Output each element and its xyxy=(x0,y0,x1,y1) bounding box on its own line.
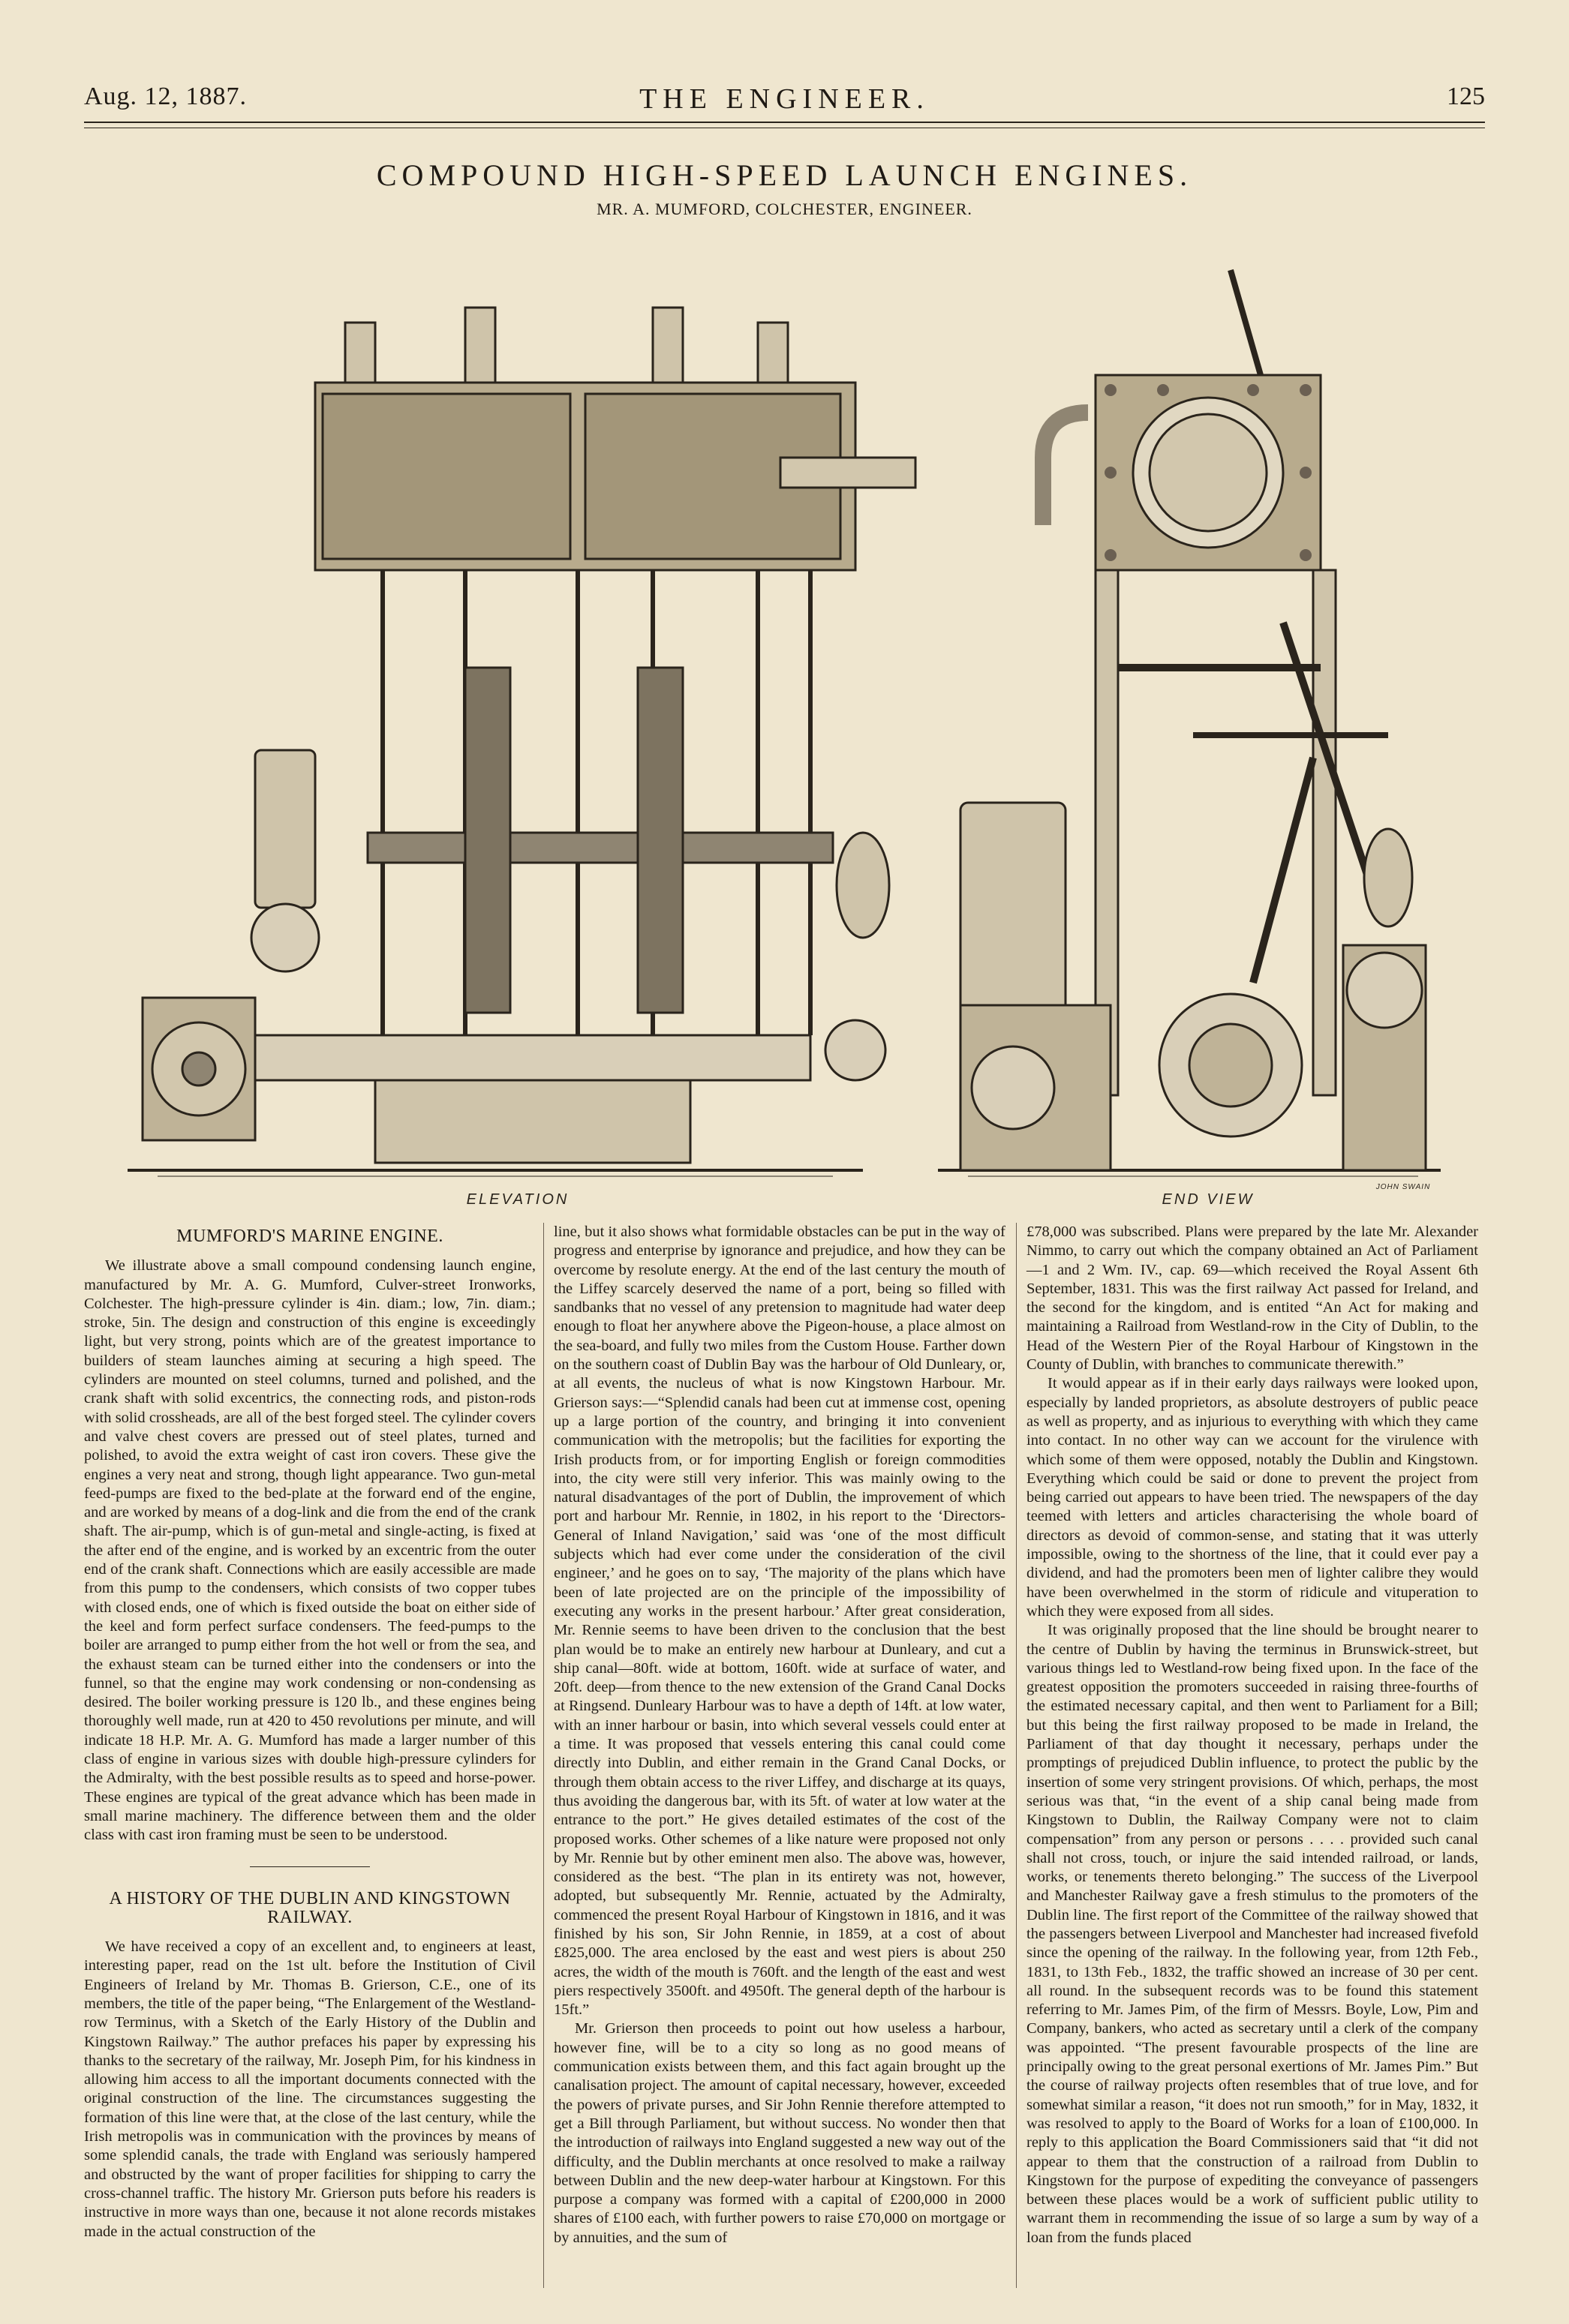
issue-date: Aug. 12, 1887. xyxy=(84,83,248,110)
paragraph: It was originally proposed that the line should be brought nearer to the centre of Dublin by having the terminus in Brunswick-street, but various things led to Westland-row being fixed upon. In the face of the greatest opposition the promoters succeeded in raising three-fourths of the estimated necessary capital, and then went to Parliament for a Bill; but this being the first railway proposed to be made in Ireland, the Parliament of that day thought it necessary, perhaps under the promptings of prejudiced Dublin influence, to protect the public by the insertion of some very stringent provisions. Of which, perhaps, the most serious was that, “in the event of a ship canal being made from Kingstown to Dublin, the Railway Company were not to claim compensation” from any person or persons . . . . provided such canal shall not cross, touch, or injure the said intended railroad, or lands, works, or tenements thereto belonging.” The success of the Liverpool and Manchester Railway gave a fresh stimulus to the promoters of the Dublin line. The first report of the Committee of the railway showed that the passengers between Liverpool and Manchester had increased fivefold since the opening of the railway. In the following year, from 12th Feb., 1831, to 13th Feb., 1832, the traffic showed an increase of 30 per cent. all round. In the subsequent records was to be found this statement referring to Mr. James Pim, of the firm of Messrs. Boyle, Low, Pim and Company, bankers, who acted as secretary until a clerk of the company was appointed. “The present favourable prospects of the line are principally owing to the great personal exertions of Mr. James Pim.” But the course of railway projects often resembles that of true love, and for somewhat similar a reason, “it does not run smooth,” for in May, 1832, it was resolved to apply to the Board of Works for a loan of £100,000. In reply to this application the Board Commissioners said that “it did not appear to them that the construction of a railroad from Dublin to Kingstown for the purpose of expediting the conveyance of passengers between these places would be a work of sufficient public utility to warrant them in recommending the issue of so large a sum by way of a loan from the funds placed xyxy=(1026,1622,1478,2246)
column-3 xyxy=(1026,1223,1478,2247)
section-divider xyxy=(250,1866,370,1867)
column-1 xyxy=(84,1223,536,2241)
article-title: COMPOUND HIGH-SPEED LAUNCH ENGINES. xyxy=(376,158,1193,192)
paragraph: Mr. Grierson then proceeds to point out how useless a harbour, however fine, will be to a city so long as no good means of communication exists between them, and this fact again brought up the canalisation project. The amount of capital necessary, however, exceeded the powers of private purses, and Sir John Rennie therefore attempted to get a Bill through Parliament, but without success. No wonder then that the introduction of railways into England suggested a new way out of the difficulty, and the Dublin merchants at once resolved to make a railway between Dublin and the new deep-water harbour at Kingstown. For this purpose a company was formed with a capital of £200,000 in 2000 shares of £100 each, with further powers to raise £70,000 on mortgage or by annuities, and the sum of xyxy=(554,2020,1005,2246)
engraver-signature: JOHN SWAIN xyxy=(1375,1183,1431,1191)
end-view-caption: END VIEW xyxy=(1162,1191,1255,1208)
elevation-drawing xyxy=(128,308,915,1176)
article-subtitle: MR. A. MUMFORD, COLCHESTER, ENGINEER. xyxy=(597,200,972,218)
column-2 xyxy=(554,1223,1005,2247)
paragraph: We illustrate above a small compound condensing launch engine, manufactured by Mr. A. G. Mumford, Culver-street Ironworks, Colchester. The high-pressure cylinder is 4in. diam.; low, 7in. diam.; stroke, 5in. The design and construction of this engine is exceedingly light, but very strong, points which are of the greatest importance to builders of steam launches aiming at securing a high speed. The cylinders are mounted on steel columns, turned and polished, and the crank shaft with solid excentrics, the connecting rods, and piston-rods with solid crossheads, are all of the best forged steel. The cylinder covers and valve chest covers are pressed out of steel plates, turned and polished, to avoid the extra weight of cast iron covers. These give the engines a very neat and strong, though light appearance. Two gun-metal feed-pumps are fixed to the bed-plate at the forward end of the engine, and are worked by means of a dog-link and die from the end of the crank shaft. The air-pump, which is of gun-metal and single-acting, is fixed at the after end of the engine, and is worked by an excentric from the outer end of the crank shaft. Connections which are easily accessible are made from this pump to the condensers, which consists of two copper tubes with closed ends, one of which is fixed outside the boat on either side of the keel and form perfect surface condensers. The feed-pumps to the boiler are arranged to pump either from the hot well or from the sea, and the exhaust steam can be turned either into the condensers or into the funnel, so that the engine may work condensing or non-condensing as desired. The boiler working pressure is 120 lb., and these engines being thoroughly well made, run at 420 to 450 revolutions per minute, and will indicate 18 H.P. Mr. A. G. Mumford has made a larger number of this class of engine in various sizes with double high-pressure cylinders for the Admiralty, with the best possible results as to speed and horse-power. These engines are typical of the great advance which has been made in small marine machinery. The difference between them and the older class with cast iron framing must be seen to be understood. xyxy=(84,1257,536,1844)
section-heading: A HISTORY OF THE DUBLIN AND KINGSTOWN RAILWAY. xyxy=(109,1888,511,1927)
running-header xyxy=(84,83,1485,128)
elevation-caption: ELEVATION xyxy=(466,1191,570,1208)
header-rule xyxy=(84,122,1485,123)
paragraph: We have received a copy of an excellent and, to engineers at least, interesting paper, read on the 1st ult. before the Institution of Civil Engineers of Ireland by Mr. Thomas B. Grierson, C.E., one of its members, the title of the paper being, “The Enlargement of the Westland-row Terminus, with a Sketch of the Early History of the Dublin and Kingstown Railway.” The author prefaces his paper by expressing his thanks to the secretary of the railway, Mr. Joseph Pim, for his kindness in allowing him access to all the important documents connected with the original construction of the line. The circumstances suggesting the formation of this line were that, at the close of the last century, while the Irish metropolis was in communication with the provinces by means of some splendid canals, the trade with England was seriously hampered and obstructed by the want of proper facilities for shipping to carry the cross-channel traffic. The history Mr. Grierson puts before his readers is instructive in more ways than one, because it not alone records mistakes made in the actual construction of the xyxy=(84,1938,536,2240)
engine-engraving xyxy=(113,248,1456,1208)
column-rule xyxy=(543,1223,544,2288)
paragraph: line, but it also shows what formidable obstacles can be put in the way of progress and enterprise by ignorance and prejudice, and how they can be overcome by resolute energy. At the end of the last century the mouth of the Liffey scarcely deserved the name of a port, being so filled with sandbanks that no vessel of any pretension to magnitude had water deep enough to float her anywhere above the Pigeon-house, a place almost on the sea-board, and fully two miles from the Custom House. Farther down on the southern coast of Dublin Bay was the harbour of Old Dunleary, or, at all events, the nucleus of what is now Kingstown Harbour. Mr. Grierson says:—“Splendid canals had been cut at immense cost, opening up a large portion of the country, and bringing it into convenient communication with the metropolis; but the facilities for exporting the Irish products from, or for importing English or foreign commodities into, the city were still very inferior. This was mainly owing to the natural disadvantages of the port of Dublin, the improvement of which port and harbour Mr. Rennie, in 1802, in his report to the ‘Directors-General of Inland Navigation,’ said was ‘one of the most difficult subjects which had ever come under the consideration of the civil engineer,’ and he goes on to say, ‘The majority of the plans which have been of late projected are on the principle of the impossibility of executing any works in the present harbour.’ After great consideration, Mr. Rennie seems to have been driven to the conclusion that the best plan would be to make an entirely new harbour at Dunleary, and cut a ship canal—80ft. wide at bottom, 160ft. wide at surface of water, and 20ft. deep—from thence to the new extension of the Grand Canal Docks at Ringsend. Dunleary Harbour was to have a depth of 14ft. at low water, with an inner harbour or basin, into which several vessels could enter at a time. It was proposed that vessels entering this canal could come directly into Dublin, and either remain in the Grand Canal Docks, or through them obtain access to the river Liffey, and discharge at its quays, thus avoiding the dangerous bar, with its 5ft. of water at low water at the entrance to the port.” He gives detailed estimates of the cost of the proposed works. Other schemes of a like nature were proposed not only by Mr. Rennie but by other eminent men also. The above was, however, considered as the best. “The plan in its entirety was not, however, adopted, but subsequently Mr. Rennie, actuated by the Admiralty, commenced the present Royal Harbour of Kingstown in 1816, and it was finished by his son, Sir John Rennie, in 1859, at a cost of about £825,000. The area enclosed by the east and west piers is about 250 acres, the width of the mouth is 760ft. and the length of the east and west piers respectively 3500ft. and 4950ft. The general depth of the harbour is 15ft.” xyxy=(554,1224,1005,2019)
journal-title: THE ENGINEER. xyxy=(639,83,930,115)
paragraph: £78,000 was subscribed. Plans were prepared by the late Mr. Alexander Nimmo, to carry out which the company obtained an Act of Parliament—1 and 2 Wm. IV., cap. 69—which received the Royal Assent 6th September, 1831. This was the first railway Act passed for Ireland, and the second for the kingdom, and is entited “An Act for making and maintaining a Railroad from Westland-row in the City of Dublin, to the Head of the Western Pier of the Royal Harbour of Kingstown in the County of Dublin, with branches to communicate therewith.” xyxy=(1026,1224,1478,1374)
end-view-drawing xyxy=(938,270,1441,1176)
section-heading: MUMFORD'S MARINE ENGINE. xyxy=(176,1227,443,1246)
page-number: 125 xyxy=(1447,83,1485,110)
paragraph: It would appear as if in their early days railways were looked upon, especially by landed proprietors, as absolute destroyers of public peace as well as property, and as injurious to everything with which they came into contact. In no other way can we account for the virulence with which some of them were opposed, notably the Dublin and Kingstown. Everything which could be said or done to prevent the project from being carried out appears to have been tried. The newspapers of the day teemed with letters and articles characterising the whole board of directors as devoid of common-sense, and stating that it was utterly impossible, owing to the shortness of the line, that it could ever pay a dividend, and had the promoters been men of lighter calibre they would have been overwhelmed in the storm of ridicule and vituperation to which they were exposed from all sides. xyxy=(1026,1375,1478,1620)
column-rule xyxy=(1016,1223,1017,2288)
